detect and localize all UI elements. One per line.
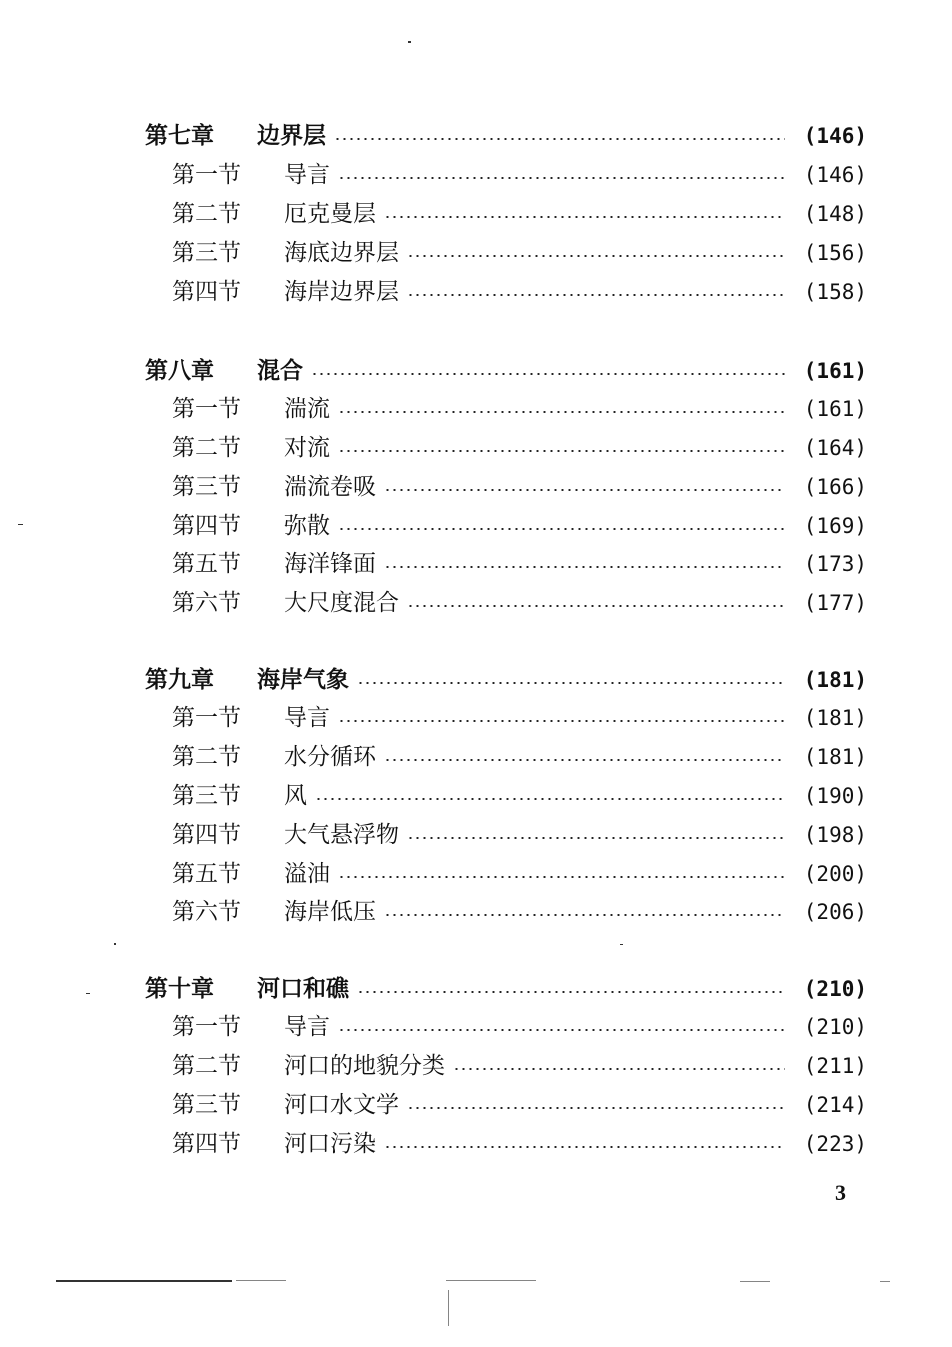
section-number: 第三节 [172,1092,241,1118]
chapter-row[interactable] [145,356,867,386]
section-number: 第六节 [172,590,241,616]
section-title: 湍流 [284,396,330,422]
dot-leader [384,759,785,761]
section-number: 第五节 [172,551,241,577]
dot-leader [407,294,785,296]
scan-speck [86,993,90,994]
chapter-page: (210) [803,977,867,1001]
section-row[interactable] [172,1129,867,1159]
chapter-number: 第七章 [145,122,214,149]
dot-leader [338,876,785,878]
section-row[interactable] [172,1012,867,1042]
section-row[interactable] [172,588,867,618]
section-row[interactable] [172,394,867,424]
section-row[interactable] [172,742,867,772]
scan-rule [236,1280,286,1281]
section-row[interactable] [172,781,867,811]
section-row[interactable] [172,820,867,850]
dot-leader [338,450,785,452]
section-page: (146) [803,163,867,187]
dot-leader [338,528,785,530]
section-row[interactable] [172,199,867,229]
section-page: (169) [803,514,867,538]
section-number: 第四节 [172,279,241,305]
section-row[interactable] [172,703,867,733]
section-row[interactable] [172,859,867,889]
section-row[interactable] [172,433,867,463]
section-page: (166) [803,475,867,499]
section-row[interactable] [172,277,867,307]
dot-leader [407,1107,785,1109]
section-title: 河口污染 [284,1131,376,1157]
scan-rule [880,1281,890,1282]
section-page: (210) [803,1015,867,1039]
section-row[interactable] [172,472,867,502]
section-title: 导言 [284,162,330,188]
dot-leader [407,255,785,257]
scan-speck [408,41,411,43]
section-title: 导言 [284,1014,330,1040]
chapter-row[interactable] [145,665,867,695]
section-page: (206) [803,900,867,924]
section-page: (161) [803,397,867,421]
section-title: 风 [284,783,307,809]
section-title: 大气悬浮物 [284,822,399,848]
dot-leader [338,1029,785,1031]
scan-speck [18,524,23,525]
section-number: 第一节 [172,396,241,422]
section-row[interactable] [172,1090,867,1120]
section-page: (214) [803,1093,867,1117]
section-page: (190) [803,784,867,808]
chapter-title: 边界层 [257,122,326,149]
section-page: (173) [803,552,867,576]
section-number: 第四节 [172,822,241,848]
section-title: 水分循环 [284,744,376,770]
section-row[interactable] [172,897,867,927]
section-title: 海岸低压 [284,899,376,925]
section-page: (148) [803,202,867,226]
chapter-number: 第八章 [145,357,214,384]
section-number: 第三节 [172,474,241,500]
section-number: 第五节 [172,861,241,887]
section-number: 第二节 [172,744,241,770]
section-row[interactable] [172,511,867,541]
dot-leader [384,489,785,491]
dot-leader [407,605,785,607]
scan-rule [446,1280,536,1281]
dot-leader [384,914,785,916]
dot-leader [338,720,785,722]
section-number: 第二节 [172,435,241,461]
section-number: 第四节 [172,1131,241,1157]
section-title: 湍流卷吸 [284,474,376,500]
section-number: 第二节 [172,1053,241,1079]
chapter-page: (146) [803,124,867,148]
section-title: 海岸边界层 [284,279,399,305]
section-title: 溢油 [284,861,330,887]
dot-leader [453,1068,785,1070]
dot-leader [384,566,785,568]
section-number: 第三节 [172,240,241,266]
section-title: 河口的地貌分类 [284,1053,445,1079]
dot-leader [338,411,785,413]
chapter-number: 第十章 [145,975,214,1002]
chapter-page: (181) [803,668,867,692]
section-title: 海洋锋面 [284,551,376,577]
section-page: (156) [803,241,867,265]
section-row[interactable] [172,160,867,190]
section-page: (223) [803,1132,867,1156]
section-page: (164) [803,436,867,460]
chapter-page: (161) [803,359,867,383]
scan-rule [740,1281,770,1282]
section-title: 大尺度混合 [284,590,399,616]
section-page: (181) [803,706,867,730]
chapter-row[interactable] [145,974,867,1004]
section-row[interactable] [172,549,867,579]
section-number: 第四节 [172,513,241,539]
page-number: 3 [835,1180,846,1205]
chapter-row[interactable] [145,121,867,151]
dot-leader [407,837,785,839]
scan-rule [448,1290,449,1326]
section-page: (200) [803,862,867,886]
dot-leader [338,177,785,179]
dot-leader [315,798,785,800]
scan-speck [620,944,623,945]
section-page: (158) [803,280,867,304]
section-title: 弥散 [284,513,330,539]
section-title: 厄克曼层 [284,201,376,227]
dot-leader [357,682,785,684]
dot-leader [384,216,785,218]
chapter-title: 混合 [257,357,303,384]
section-title: 导言 [284,705,330,731]
section-title: 海底边界层 [284,240,399,266]
section-page: (181) [803,745,867,769]
section-number: 第一节 [172,162,241,188]
dot-leader [334,138,785,140]
section-row[interactable] [172,238,867,268]
chapter-title: 海岸气象 [257,666,349,693]
section-title: 对流 [284,435,330,461]
scan-rule [56,1280,232,1282]
section-number: 第一节 [172,705,241,731]
section-number: 第三节 [172,783,241,809]
dot-leader [384,1146,785,1148]
scan-speck [114,943,116,945]
section-row[interactable] [172,1051,867,1081]
section-page: (177) [803,591,867,615]
chapter-number: 第九章 [145,666,214,693]
chapter-title: 河口和礁 [257,975,349,1002]
section-number: 第六节 [172,899,241,925]
section-number: 第一节 [172,1014,241,1040]
section-title: 河口水文学 [284,1092,399,1118]
dot-leader [357,991,785,993]
section-page: (198) [803,823,867,847]
dot-leader [311,373,785,375]
section-page: (211) [803,1054,867,1078]
section-number: 第二节 [172,201,241,227]
